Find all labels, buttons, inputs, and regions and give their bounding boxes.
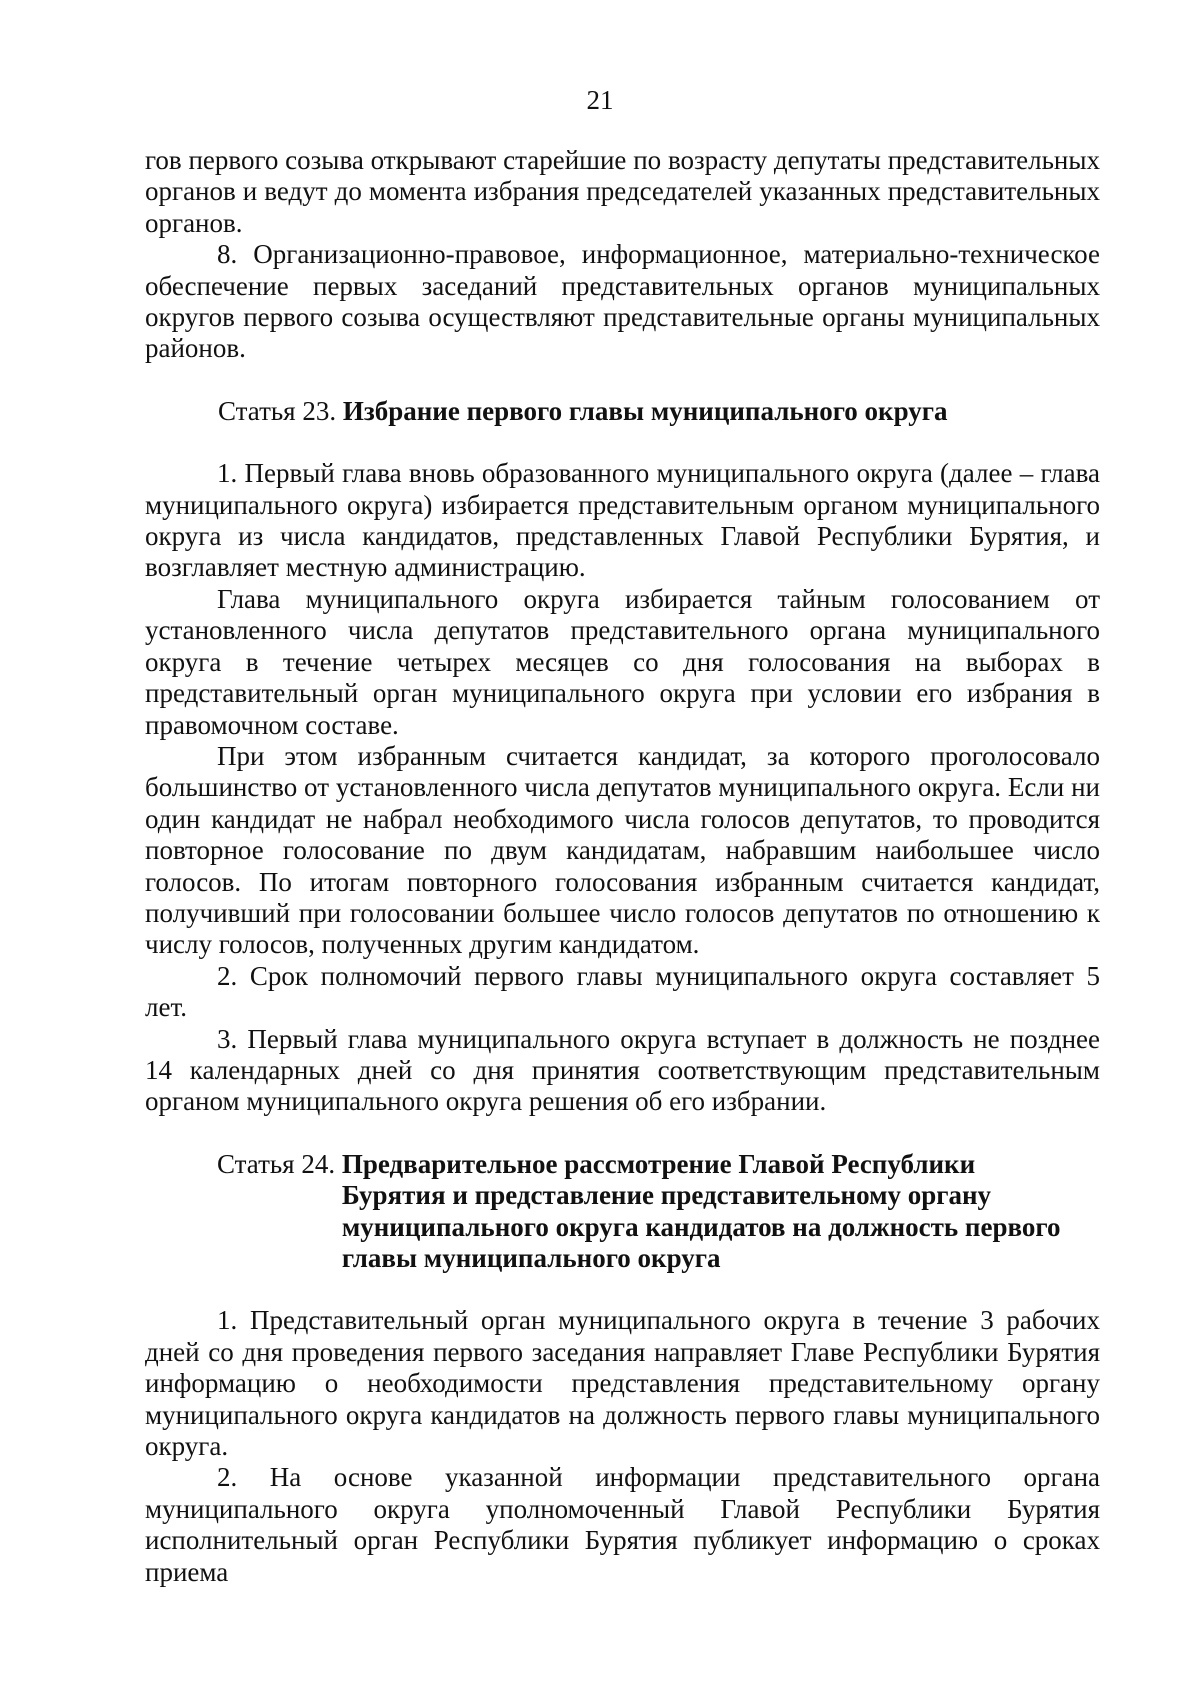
article-number: Статья 24.	[217, 1148, 342, 1179]
paragraph: 2. Срок полномочий первого главы муниципального округа составляет 5 лет.	[145, 960, 1100, 1023]
paragraph: 1. Представительный орган муниципального округа в течение 3 рабочих дней со дня проведения первого заседания направляет Главе Республики Бурятия информацию о необходимости представления представительному органу муниципального округа кандидатов на должность первого главы муниципального округа.	[145, 1305, 1100, 1462]
document-body	[145, 145, 1100, 1588]
article-number: Статья 23.	[218, 395, 343, 426]
paragraph: 1. Первый глава вновь образованного муниципального округа (далее – глава муниципального округа) избирается представительным органом муниципального округа из числа кандидатов, представленных Главой Республики Бурятия, и возглавляет местную администрацию.	[145, 458, 1100, 583]
article-title: Предварительное рассмотрение Главой Республики Бурятия и представление представительному органу муниципального округа кандидатов на должность первого главы муниципального округа	[341, 1148, 1061, 1273]
paragraph: 2. На основе указанной информации представительного органа муниципального округа уполномоченный Главой Республики Бурятия исполнительный орган Республики Бурятия публикует информацию о сроках приема	[145, 1462, 1100, 1587]
paragraph-continuation: гов первого созыва открывают старейшие по возрасту депутаты представительных органов и ведут до момента избрания председателей указанных представительных органов.	[145, 145, 1100, 238]
article-title: Избрание первого главы муниципального округа	[342, 395, 948, 426]
paragraph: 3. Первый глава муниципального округа вступает в должность не позднее 14 календарных дней со дня принятия соответствующим представительным органом муниципального округа решения об его избрании.	[145, 1023, 1100, 1117]
page-number: 21	[586, 85, 614, 115]
paragraph: Глава муниципального округа избирается тайным голосованием от установленного числа депутатов представительного органа муниципального округа в течение четырех месяцев со дня голосования на выборах в представительный орган муниципального округа при условии его избрания в правомочном составе.	[145, 583, 1100, 740]
article-24-heading	[217, 1149, 1100, 1275]
paragraph-item-8: 8. Организационно-правовое, информационное, материально-техническое обеспечение первых заседаний представительных органов муниципальных округов первого созыва осуществляют представительные органы муниципальных районов.	[145, 239, 1100, 364]
article-23-heading	[218, 396, 1100, 427]
paragraph: При этом избранным считается кандидат, за которого проголосовало большинство от установленного числа депутатов муниципального округа. Если ни один кандидат не набрал необходимого числа голосов депутатов, то проводится повторное голосование по двум кандидатам, набравшим наибольшее число голосов. По итогам повторного голосования избранным считается кандидат, получивший при голосовании большее число голосов депутатов по отношению к числу голосов, полученных другим кандидатом.	[145, 740, 1100, 960]
